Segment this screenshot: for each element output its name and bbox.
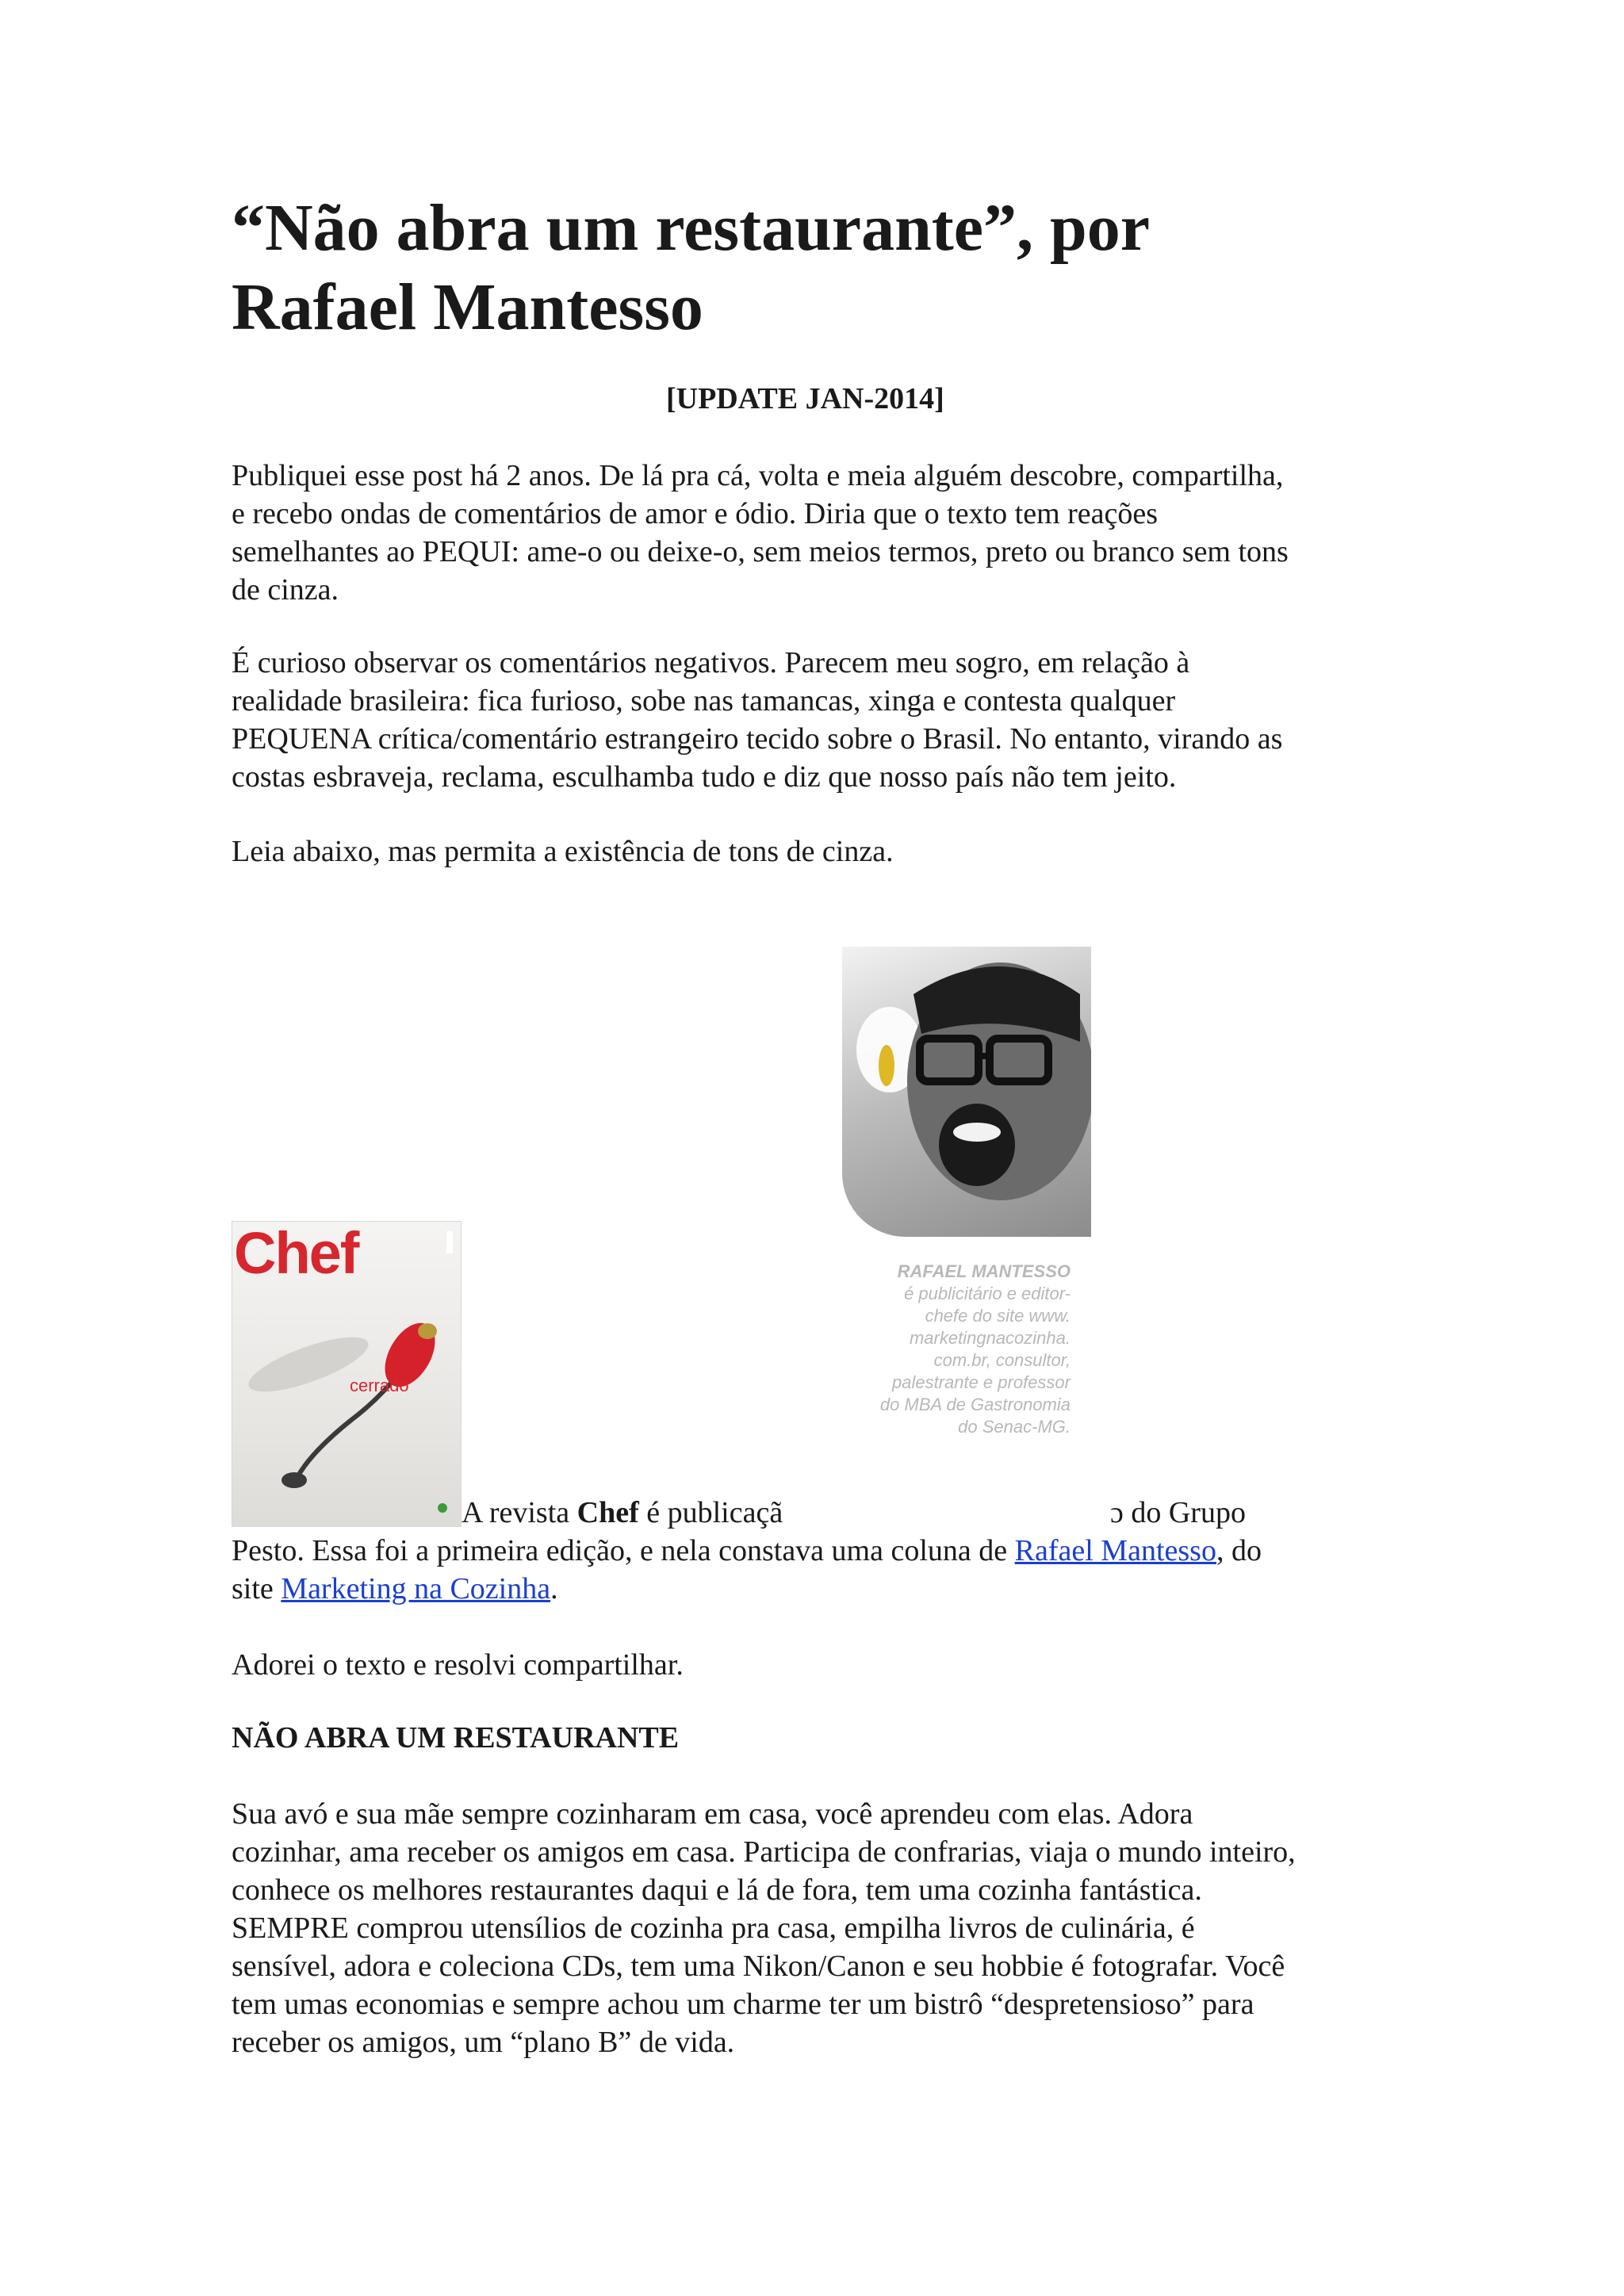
text-line: realidade brasileira: fica furioso, sobe nas tamancas, xinga e contesta qualquer [232,684,1176,718]
portrait-caption [841,1261,1071,1438]
caption-line: é publicitário e editor- [904,1284,1071,1303]
title-line-1: “Não abra um restaurante”, por [232,191,1151,265]
paragraph-comments [232,644,1389,796]
cover-tagline: cerrado [350,1376,409,1395]
paragraph-chef-magazine [232,1494,1389,1608]
cover-illustration [232,1222,461,1526]
magazine-name: Chef [576,1496,639,1529]
text-line: SEMPRE comprou utensílios de cozinha pra casa, empilha livros de culinária, é [232,1911,1195,1945]
text-segment: site [232,1572,282,1605]
text-segment: Pesto. Essa foi a primeira edição, e nela constava uma coluna de [232,1534,1015,1567]
text-line [232,1570,1389,1608]
section-heading: NÃO ABRA UM RESTAURANTE [232,1721,680,1755]
caption-line: marketingnacozinha. [909,1328,1071,1348]
marketing-na-cozinha-link[interactable]: Marketing na Cozinha [281,1572,551,1605]
text-line: sensível, adora e coleciona CDs, tem uma Nikon/Canon e seu hobbie é fotografar. Você [232,1950,1285,1983]
text-line: PEQUENA crítica/comentário estrangeiro tecido sobre o Brasil. No entanto, virando as [232,722,1283,756]
text-line: Sua avó e sua mãe sempre cozinharam em casa, você aprendeu com elas. Adora [232,1797,1193,1831]
text-line: cozinhar, ama receber os amigos em casa. Participa de confrarias, viaja o mundo inteiro, [232,1835,1296,1869]
text-line: e recebo ondas de comentários de amor e ódio. Diria que o texto tem reações [232,497,1159,530]
text-line [232,1532,1389,1570]
caption-line: chefe do site www. [925,1306,1071,1326]
caption-name: RAFAEL MANTESSO [897,1261,1071,1281]
paragraph-read-below: Leia abaixo, mas permita a existência de tons de cinza. [232,835,894,868]
text-line: costas esbraveja, reclama, esculhamba tudo e diz que nosso país não tem jeito. [232,760,1177,794]
update-note: [UPDATE JAN-2014] [666,382,944,415]
chef-magazine-cover-image [232,1221,462,1527]
text-line: receber os amigos, um “plano B” de vida. [232,2026,735,2059]
article-title [232,189,1421,347]
text-line: Publiquei esse post há 2 anos. De lá pra cá, volta e meia alguém descobre, compartilha, [232,459,1284,492]
text-segment: é publicaçã [638,1496,783,1529]
text-line: de cinza. [232,573,339,607]
paragraph-intro [232,457,1389,609]
text-line: conhece os melhores restaurantes daqui e lá de fora, tem uma cozinha fantástica. [232,1873,1202,1907]
paragraph-shared: Adorei o texto e resolvi compartilhar. [232,1648,684,1682]
text-segment: . [550,1572,558,1605]
portrait-illustration [842,947,1091,1237]
text-line [232,1494,1389,1532]
caption-line: do MBA de Gastronomia [879,1395,1071,1414]
author-portrait-image [842,947,1091,1237]
text-segment: A revista [462,1496,577,1529]
text-line: tem umas economias e sempre achou um charme ter um bistrô “despretensioso” para [232,1988,1254,2021]
rafael-mantesso-link[interactable]: Rafael Mantesso [1014,1534,1216,1567]
title-line-2: Rafael Mantesso [232,270,703,344]
text-segment: , do [1216,1534,1262,1567]
caption-line: do Senac-MG. [958,1417,1071,1437]
text-line: semelhantes ao PEQUI: ame-o ou deixe-o, sem meios termos, preto ou branco sem tons [232,535,1289,568]
caption-line: palestrante e professor [891,1372,1071,1392]
text-line: É curioso observar os comentários negativos. Parecem meu sogro, em relação à [232,646,1190,679]
caption-line: com.br, consultor, [933,1350,1071,1370]
cover-logo: Chef [234,1221,358,1286]
paragraph-body [232,1795,1389,2061]
text-segment: ɔ do Grupo [1110,1496,1246,1529]
